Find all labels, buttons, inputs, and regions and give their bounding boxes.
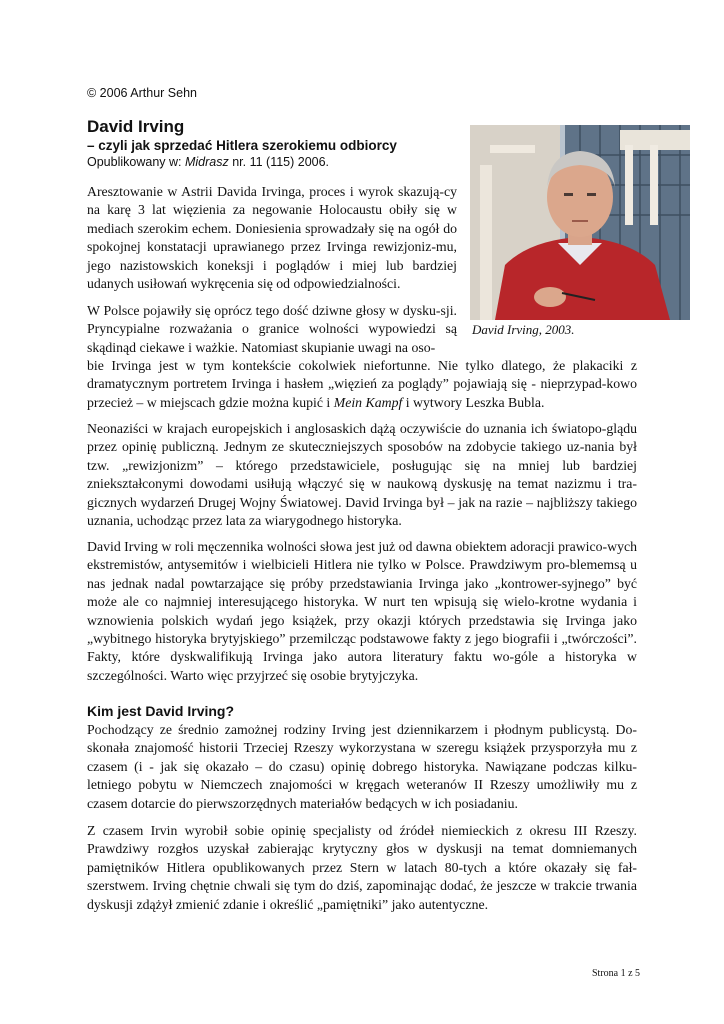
copyright-notice: © 2006 Arthur Sehn [87, 86, 197, 100]
portrait-photo [470, 125, 690, 320]
paragraph-6: Z czasem Irvin wyrobił sobie opinię specjalisty od źródeł niemieckich z okresu III Rzeszy. Prawdziwy rozgłos uzyskał zabierając krytyczny głos w dyskusji na temat domniemanych pamiętników Hitlera opublikowanych przez Stern w latach 80-tych a które okazały się fał-szerstwem. Irving chętnie chwali się tym do dziś, zapominając dodać, że jeszcze w trakcie trwania dyskusji zdążył zmienić zdanie i określić „pamiętniki” jako autentyczne. [87, 823, 637, 912]
paragraph-5: Pochodzący ze średnio zamożnej rodziny Irving jest dziennikarzem i płodnym publicystą. Do-skonała znajomość historii Trzeciej Rzeszy wykorzystana w szeregu książek przysporzyła mu z czasem (i - jak się okazało – do czasu) opinię dobrego historyka. Nawiązane podczas kilku-letniego pobytu w Niemczech znajomości w kręgach weteranów II Rzeszy umożliwiły mu z czasem dotarcie do pierwszorzędnych materiałów bedących w ich posiadaniu. [87, 722, 637, 811]
book-title: Mein Kampf [333, 394, 403, 410]
paragraph-2b [87, 357, 637, 412]
paragraph-3: Neonaziści w krajach europejskich i anglosaskich dążą oczywiście do uznania ich światopo-glądu przez opinię publiczną. Jednym ze skuteczniejszych sposobów na zdobycie takiego uz-nania był tzw. „rewizjonizm” – którego przedstawiciele, posługując się na mniej lub bardziej zniekształconymi dowodami usiłują włączyć się w naukową dyskusję na temat nazizmu i tra-gicznych wydarzeń Drugej Wojny Światowej. David Irvinga był – jak na razie – najbliższy takiego uznania, uchodząc przez lata za wiarygodnego historyka. [87, 421, 637, 529]
article-title: David Irving [87, 117, 185, 136]
article-subtitle: – czyli jak sprzedać Hitlera szerokiemu odbiorcy [87, 138, 397, 153]
paragraph-1: Aresztowanie w Astrii Davida Irvinga, proces i wyrok skazują-cy na karę 3 lat więzienia za negowanie Holocaustu obiły się w mediach szerokim echem. Doniesienia sprowadzały się na ogół do spokojnej konstatacji uprawianego przez Irvinga rewizjoniz-mu, jego nazistowskich koneksji i poglądów i miej lub bardziej udanych usiłowań wykręcenia się od odpowiedzialności. [87, 184, 457, 292]
paragraph-2b-end: i wytwory Leszka Bubla. [402, 394, 545, 410]
page-number: Strona 1 z 5 [592, 968, 641, 979]
photo-caption: David Irving, 2003. [472, 322, 575, 337]
publication-info [87, 154, 467, 170]
paragraph-2b-start: bie Irvinga jest w tym kontekście cokolwiek niefortunne. Nie tylko dlatego, że plakaciki z dramatycznym portretem Irvinga i hasłem „więzień za poglądy” pojawiają się - nieprzypad-kowo przecież – w miejscach gdzie można kupić i [87, 358, 637, 410]
journal-name: Midrasz [184, 155, 229, 169]
article-header [87, 116, 467, 170]
publication-suffix: nr. 11 (115) 2006. [228, 155, 330, 169]
publication-prefix: Opublikowany w: [87, 155, 185, 169]
section-heading: Kim jest David Irving? [87, 703, 235, 719]
paragraph-4: David Irving w roli męczennika wolności słowa jest już od dawna obiektem adoracji prawico-wych ekstremistów, antysemitów i wielbicieli Hitlera nie tylko w Polsce. Prawdziwym pro-blememsą u nas jednak nadal powtarzające się próby przedstawiania Irvinga jako „kontrower-syjnego” być może ale co najmniej interesującego historyka. W nurt ten wpisują się wielo-krotne wydania i wznowienia polskich wydań jego książek, przy okazji których przedstawia się Irvinga jako „wybitnego historyka brytyjskiego” przemilcząc podstawowe fakty z jego biografii i „twórczości”. Fakty, które dyskwalifikują Irvinga jako autora literatury faktu wo-góle a historyka w szczególności. Warto więc przyjrzeć się osobie brytyjczyka. [87, 539, 637, 683]
paragraph-2a: W Polsce pojawiły się oprócz tego dość dziwne głosy w dysku-sji. Pryncypialne rozważania o granice wolności wypowiedzi są skądinąd ciekawe i ważkie. Natomiast skupianie uwagi na oso- [87, 303, 457, 355]
